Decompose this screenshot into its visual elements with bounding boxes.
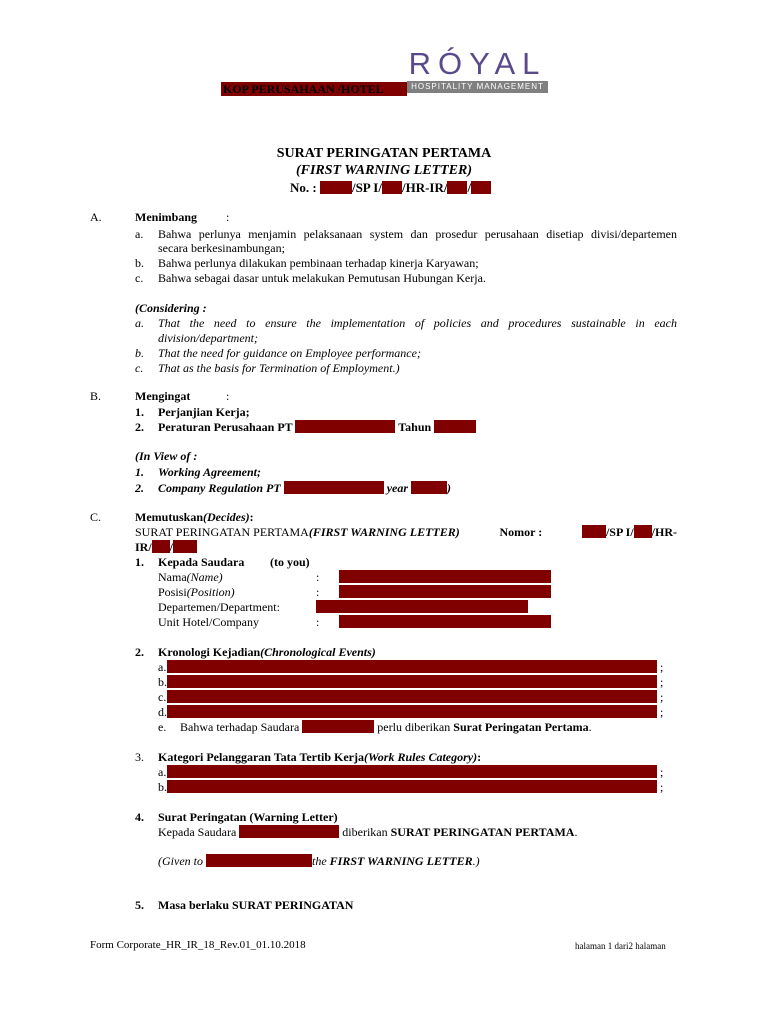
- chrono-a-marker: a.: [158, 660, 167, 674]
- footer-form-code: Form Corporate_HR_IR_18_Rev.01_01.10.2018: [90, 939, 306, 951]
- section-c-item1-en: (to you): [270, 555, 310, 569]
- field-name-label: Nama(Name): [158, 570, 223, 584]
- section-c-item2-num: 2.: [135, 645, 144, 659]
- chrono-b-marker: b.: [158, 675, 167, 689]
- cat-a-marker: a.: [158, 765, 167, 779]
- title-line1: SURAT PERINGATAN PERTAMA: [276, 146, 492, 161]
- section-c-decree: SURAT PERINGATAN PERTAMA(FIRST WARNING LETTER) Nomor : /SP I/ /HR-: [135, 525, 677, 539]
- letterhead-kop: [221, 82, 407, 96]
- section-b-item1-num: 1.: [135, 405, 144, 419]
- section-b-en-item1: Working Agreement;: [158, 465, 262, 479]
- cat-a-semi: ;: [660, 765, 664, 779]
- section-c-heading: Memutuskan(Decides):: [135, 510, 254, 524]
- section-b-en-item1-num: 1.: [135, 465, 144, 479]
- chrono-c-marker: c.: [158, 690, 167, 704]
- section-b-en-item2-num: 2.: [135, 481, 144, 495]
- field-unit-value: [339, 615, 551, 628]
- section-a-en-b-marker: b.: [135, 346, 144, 360]
- section-a-item-a: Bahwa perlunya menjamin pelaksanaan system dan prosedur perusahaan disetiap divisi/departemen: [158, 227, 677, 241]
- section-a-en-a-cont: division/department;: [158, 331, 258, 345]
- title-line2: (FIRST WARNING LETTER): [295, 163, 473, 178]
- chrono-d-value: [167, 705, 657, 718]
- field-name-value: [339, 570, 551, 583]
- chrono-b-value: [167, 675, 657, 688]
- section-b-item1: Perjanjian Kerja;: [158, 405, 250, 419]
- royal-logo: [407, 47, 548, 94]
- section-a-item-a-marker: a.: [135, 227, 144, 241]
- title-number: No. : /SP I/ /HR-IR/ /: [290, 180, 491, 196]
- section-b-en-item2: Company Regulation PT year ): [158, 481, 452, 495]
- logo-name: RÓYAL: [408, 46, 547, 81]
- section-b-item2-num: 2.: [135, 420, 144, 434]
- section-c-item4-text: Kepada Saudara diberikan SURAT PERINGATAN PERTAMA.: [158, 825, 578, 839]
- section-c-item1-num: 1.: [135, 555, 144, 569]
- field-department-label: Departemen/Department:: [158, 600, 280, 614]
- section-a-item-c: Bahwa sebagai dasar untuk melakukan Pemutusan Hubungan Kerja.: [158, 271, 486, 285]
- field-unit-label: Unit Hotel/Company: [158, 615, 259, 629]
- section-c-item4-num: 4.: [135, 810, 144, 824]
- section-b-colon: :: [226, 389, 230, 403]
- field-name-colon: :: [316, 570, 320, 584]
- chrono-c-value: [167, 690, 657, 703]
- section-c-item3-num: 3.: [135, 750, 144, 764]
- section-a-item-c-marker: c.: [135, 271, 144, 285]
- section-c-item5-num: 5.: [135, 898, 144, 912]
- field-position-colon: :: [316, 585, 320, 599]
- logo-tagline: HOSPITALITY MANAGEMENT: [407, 81, 548, 93]
- kop-text: KOP PERUSAHAAN /HOTEL: [223, 82, 384, 96]
- field-position-value: [339, 585, 551, 598]
- section-a-letter: A.: [90, 210, 102, 224]
- section-a-item-a-cont: secara berkesinambungan;: [158, 241, 285, 255]
- section-b-item2: Peraturan Perusahaan PT Tahun: [158, 420, 476, 435]
- field-position-label: Posisi(Position): [158, 585, 235, 599]
- chrono-b-semi: ;: [660, 675, 664, 689]
- footer-page-number: halaman 1 dari2 halaman: [575, 941, 666, 951]
- section-a-en-b: That the need for guidance on Employee performance;: [158, 346, 421, 360]
- section-a-item-b-marker: b.: [135, 256, 144, 270]
- section-c-item4-heading: Surat Peringatan (Warning Letter): [158, 810, 338, 824]
- section-c-item3-heading: Kategori Pelanggaran Tata Tertib Kerja(Work Rules Category):: [158, 750, 482, 764]
- chrono-d-marker: d.: [158, 705, 167, 719]
- section-a-en-a-marker: a.: [135, 316, 144, 330]
- section-a-en-c-marker: c.: [135, 361, 144, 375]
- cat-b-value: [167, 780, 657, 793]
- section-b-heading: Mengingat: [135, 389, 191, 403]
- section-a-en-heading: (Considering :: [135, 301, 207, 315]
- chrono-d-semi: ;: [660, 705, 664, 719]
- section-a-item-b: Bahwa perlunya dilakukan pembinaan terhadap kinerja Karyawan;: [158, 256, 479, 270]
- section-b-letter: B.: [90, 389, 102, 403]
- cat-a-value: [167, 765, 657, 778]
- cat-b-semi: ;: [660, 780, 664, 794]
- section-a-en-c: That as the basis for Termination of Employment.): [158, 361, 400, 375]
- chrono-c-semi: ;: [660, 690, 664, 704]
- section-c-item2-heading: Kronologi Kejadian(Chronological Events): [158, 645, 376, 659]
- section-a-heading: Menimbang: [135, 210, 198, 224]
- chrono-a-value: [167, 660, 657, 673]
- cat-b-marker: b.: [158, 780, 167, 794]
- chrono-a-semi: ;: [660, 660, 664, 674]
- chrono-e-marker: e.: [158, 720, 167, 734]
- chrono-e-text: Bahwa terhadap Saudara perlu diberikan Surat Peringatan Pertama.: [180, 720, 592, 734]
- section-b-en-heading: (In View of :: [135, 449, 198, 463]
- section-c-item1-heading: Kepada Saudara: [158, 555, 245, 569]
- section-c-item4-en: (Given to the FIRST WARNING LETTER.): [158, 854, 480, 868]
- section-c-item5-heading: Masa berlaku SURAT PERINGATAN: [158, 898, 354, 912]
- section-a-colon: :: [226, 210, 230, 224]
- section-c-decree-cont: IR/ /: [135, 540, 197, 555]
- field-unit-colon: :: [316, 615, 320, 629]
- section-c-letter: C.: [90, 510, 102, 524]
- field-department-value: [316, 600, 528, 613]
- section-a-en-a: That the need to ensure the implementation of policies and procedures sustainable in each: [158, 316, 677, 330]
